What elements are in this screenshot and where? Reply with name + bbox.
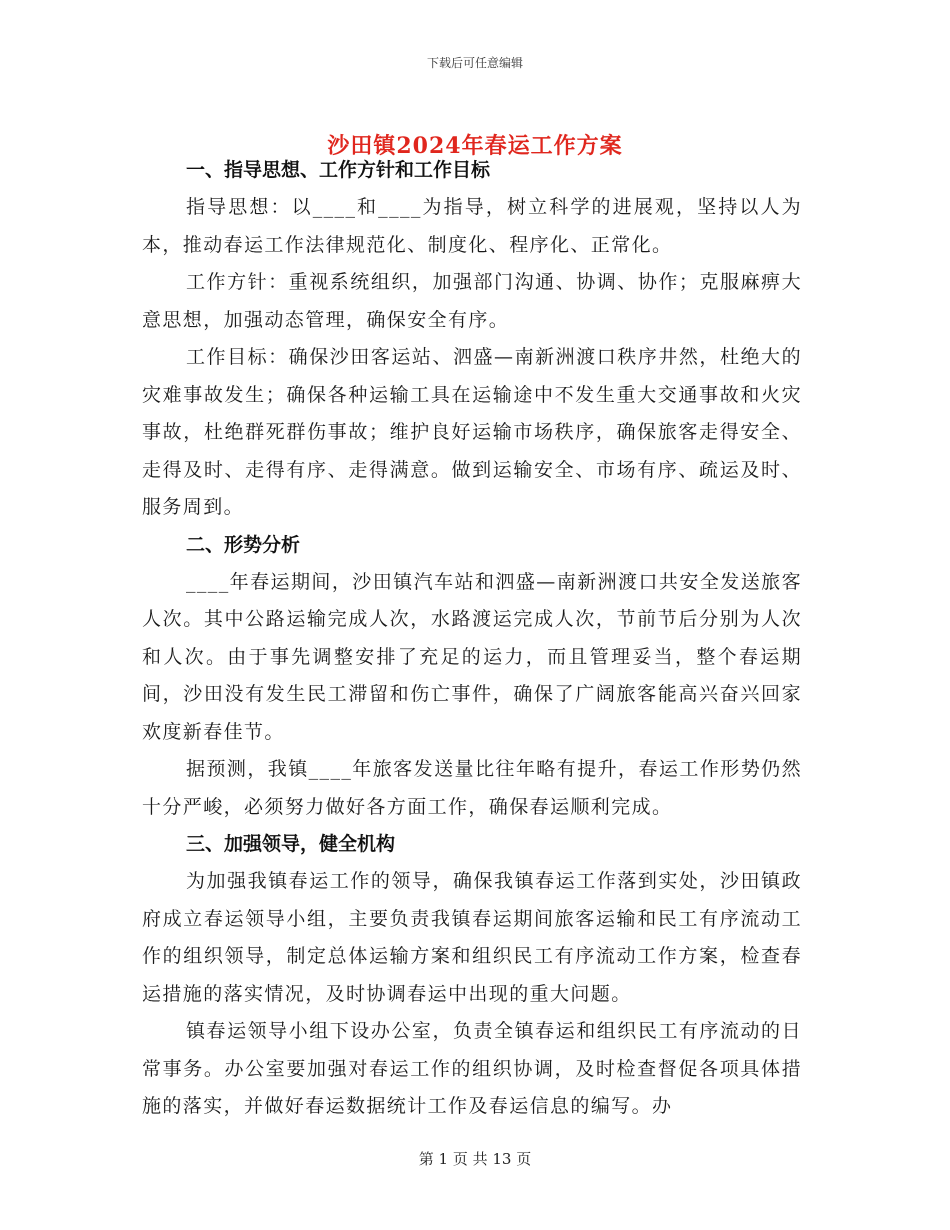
paragraph: 为加强我镇春运工作的领导，确保我镇春运工作落到实处，沙田镇政府成立春运领导小组，主要负责我镇春运期间旅客运输和民工有序流动工作的组织领导，制定总体运输方案和组织民工有序流动工作方案，检查春运措施的落实情况，及时协调春运中出现的重大问题。 bbox=[142, 870, 802, 1005]
section-heading: 二、形势分析 bbox=[186, 533, 301, 556]
paragraph: 镇春运领导小组下设办公室，负责全镇春运和组织民工有序流动的日常事务。办公室要加强对春运工作的组织协调，及时检查督促各项具体措施的落实，并做好春运数据统计工作及春运信息的编写。办 bbox=[142, 1020, 802, 1117]
section-heading: 三、加强领导，健全机构 bbox=[186, 833, 396, 855]
section-guiding-principles bbox=[142, 152, 802, 527]
paragraph: ____年春运期间，沙田镇汽车站和泗盛—南新洲渡口共安全发送旅客人次。其中公路运输完成人次，水路渡运完成人次，节前节后分别为人次和人次。由于事先调整安排了充足的运力，而且管理妥当，整个春运期间，沙田没有发生民工滞留和伤亡事件，确保了广阔旅客能高兴奋兴回家欢度新春佳节。 bbox=[142, 570, 802, 743]
document-title: 沙田镇2024年春运工作方案 bbox=[327, 132, 623, 159]
paragraph: 工作目标：确保沙田客运站、泗盛—南新洲渡口秩序井然，杜绝大的灾难事故发生；确保各种运输工具在运输途中不发生重大交通事故和火灾事故，杜绝群死群伤事故；维护良好运输市场秩序，确保旅客走得安全、走得及时、走得有序、走得满意。做到运输安全、市场有序、疏运及时、服务周到。 bbox=[142, 346, 802, 518]
section-heading: 一、指导思想、工作方针和工作目标 bbox=[186, 159, 491, 181]
paragraph: 指导思想：以____和____为指导，树立科学的进展观，坚持以人为本，推动春运工作法律规范化、制度化、程序化、正常化。 bbox=[142, 196, 802, 256]
page-header-note: 下载后可任意编辑 bbox=[426, 56, 523, 70]
section-leadership bbox=[142, 826, 802, 1126]
section-situation-analysis bbox=[142, 527, 802, 827]
page-number: 第 1 页 共 13 页 bbox=[418, 1150, 532, 1168]
document-body bbox=[142, 152, 802, 1126]
paragraph: 工作方针：重视系统组织，加强部门沟通、协调、协作；克服麻痹大意思想，加强动态管理，确保安全有序。 bbox=[142, 271, 802, 331]
paragraph: 据预测，我镇____年旅客发送量比往年略有提升，春运工作形势仍然十分严峻，必须努力做好各方面工作，确保春运顺利完成。 bbox=[142, 758, 802, 818]
